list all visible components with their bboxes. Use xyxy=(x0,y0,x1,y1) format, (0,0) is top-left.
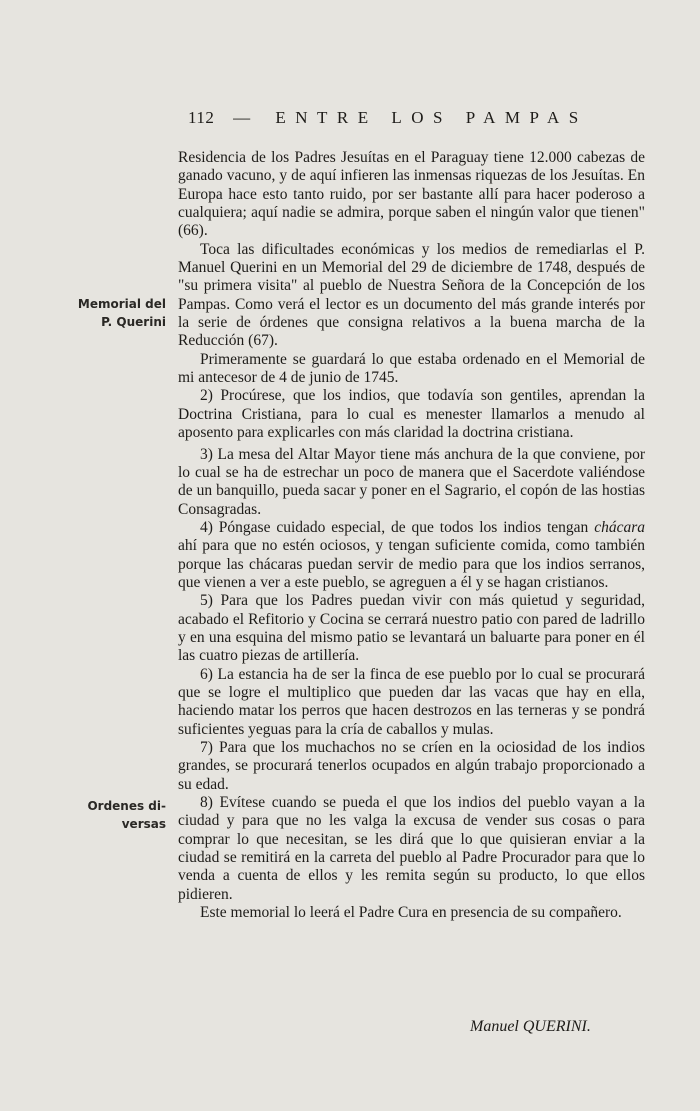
paragraph: 2) Procúrese, que los indios, que todavía son gentiles, aprendan la Doctrina Cristiana, para lo cual es menester llamarlos a menudo al aposento para explicarles con más claridad la doctrina cristiana. xyxy=(178,387,645,442)
running-title: ENTRE LOS PAMPAS xyxy=(275,108,588,127)
margin-note-ordenes xyxy=(44,797,166,833)
running-header xyxy=(188,108,653,128)
body-text xyxy=(178,149,645,922)
paragraph-text: ahí para que no estén ociosos, y tengan suficiente comida, como también porque las chácaras puedan servir de medio para que los indios serranos, que vienen a ver a este pueblo, se agreguen a él y se hagan cristianos. xyxy=(178,537,645,591)
paragraph: Toca las dificultades económicas y los medios de remediarlas el P. Manuel Querini en un Memorial del 29 de diciembre de 1748, después de "su primera visita" al pueblo de Nuestra Señora de la Concepción de los Pampas. Como verá el lector es un documento del más grande interés por la serie de órdenes que consigna relativos a la buena marcha de la Reducción (67). xyxy=(178,240,645,350)
paragraph: 3) La mesa del Altar Mayor tiene más anchura de la que conviene, por lo cual se ha de estrechar un poco de manera que el Sacerdote valiéndose de un banquillo, pueda sacar y poner en el Sagrario, el copón de las hostias Consagradas. xyxy=(178,445,645,518)
paragraph xyxy=(178,519,645,592)
margin-note-memorial xyxy=(44,295,166,331)
margin-note-line: Memorial del xyxy=(77,297,166,311)
margin-note-line: P. Querini xyxy=(101,315,166,329)
italic-term: chácara xyxy=(594,518,645,536)
header-dash: — xyxy=(233,108,251,127)
paragraph: 6) La estancia ha de ser la finca de ese pueblo por lo cual se procurará que se logre el multiplico que pueden dar las vacas que hay en ella, haciendo matar los perros que hacen destrozos en las terneras y se pondrá suficientes yeguas para la cría de caballos y mulas. xyxy=(178,665,645,738)
paragraph: Este memorial lo leerá el Padre Cura en presencia de su compañero. xyxy=(200,904,622,922)
margin-note-line: versas xyxy=(121,817,166,831)
paragraph-text: 4) Póngase cuidado especial, de que todos los indios tengan xyxy=(200,518,595,536)
signature: Manuel QUERINI. xyxy=(470,1018,591,1035)
margin-note-line: Ordenes di- xyxy=(87,799,166,813)
page-number: 112 xyxy=(188,108,215,127)
paragraph: 8) Evítese cuando se pueda el que los indios del pueblo vayan a la ciudad y para que no les valga la excusa de vender sus cosas o para comprar lo que necesitan, se les dirá que lo que quisieran enviar a la ciudad se remitirá en la carreta del pueblo al Padre Procurador para que lo venda a cuenta de ellos y les remita según su producto, lo que ellos pidieren. xyxy=(178,794,645,903)
paragraph: 5) Para que los Padres puedan vivir con más quietud y seguridad, acabado el Refitorio y Cocina se cerrará nuestro patio con pared de ladrillo y en una esquina del mismo patio se levantará un baluarte para poner en él las cuatro piezas de artillería. xyxy=(178,592,645,665)
paragraph: 7) Para que los muchachos no se críen en la ociosidad de los indios grandes, se procurará tenerlos ocupados en algún trabajo proporcionado a su edad. xyxy=(178,739,645,793)
paragraph: Primeramente se guardará lo que estaba ordenado en el Memorial de mi antecesor de 4 de junio de 1745. xyxy=(178,350,645,387)
paragraph: Residencia de los Padres Jesuítas en el Paraguay tiene 12.000 cabezas de ganado vacuno, y de aquí infieren las inmensas riquezas de los Jesuítas. En Europa hace esto tanto ruido, por ser bastante allí para hacer poderoso a cualquiera; aquí nadie se admira, porque saben el ningún valor que tienen" (66). xyxy=(178,149,645,240)
